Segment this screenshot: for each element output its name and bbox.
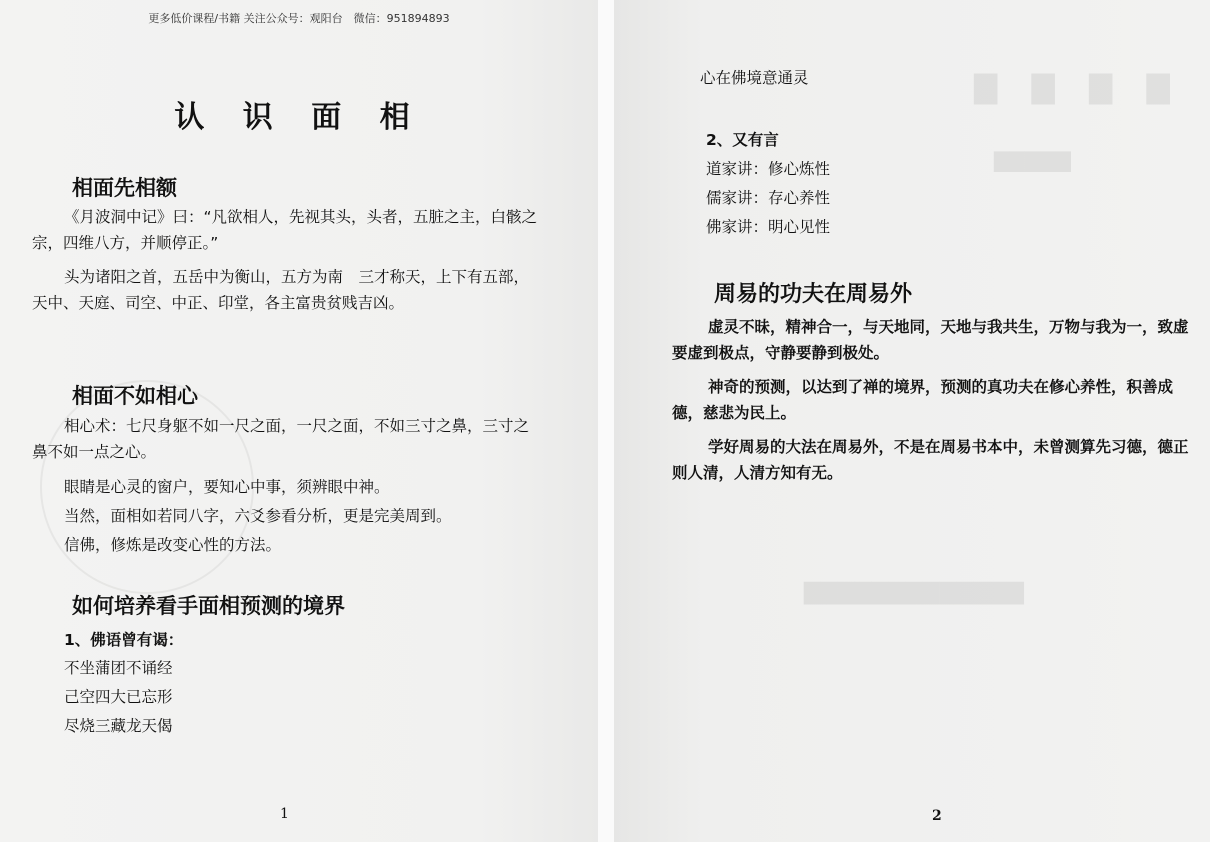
section-heading: 周易的功夫在周易外: [714, 282, 913, 307]
paragraph: 眼睛是心灵的窗户，要知心中事，须辨眼中神。: [64, 478, 390, 496]
show-through-mark: ▇▇▇▇▇▇▇▇▇▇▇▇▇: [804, 580, 1024, 605]
page-number: 1: [280, 806, 289, 822]
page-title: 认 识 面 相: [174, 100, 424, 135]
paragraph: 相心术：七尺身躯不如一尺之面，一尺之面，不如三寸之鼻，三寸之鼻不如一点之心。: [32, 417, 530, 461]
section-heading: 如何培养看手面相预测的境界: [72, 594, 345, 618]
page-number: 2: [932, 808, 942, 824]
subheading: 1、佛语曾有谒：: [64, 631, 184, 649]
left-page: [0, 0, 598, 842]
verse-line: 儒家讲：存心养性: [706, 189, 831, 207]
verse-line: 己空四大已忘形: [64, 688, 173, 706]
paragraph: 当然，面相如若同八字，六爻参看分析，更是完美周到。: [64, 507, 452, 525]
show-through-mark: ▇ ▇ ▇ ▇: [974, 70, 1182, 105]
right-page: [614, 0, 1210, 842]
paragraph: 头为诸阳之首，五岳中为衡山，五方为南 三才称天，上下有五部，天中、天庭、司空、中正、印堂，各主富贵贫贱吉凶。: [32, 268, 530, 312]
paragraph: 神奇的预测，以达到了禅的境界，预测的真功夫在修心养性，积善成德，慈悲为民上。: [672, 378, 1174, 422]
paragraph: 虚灵不昧，精神合一，与天地同，天地与我共生，万物与我为一，致虚要虚到极点，守静要静到极处。: [672, 318, 1189, 362]
section-heading: 相面不如相心: [72, 384, 198, 408]
section-heading: 相面先相额: [72, 176, 177, 200]
verse-line: 尽烧三藏龙天偈: [64, 717, 173, 735]
verse-line: 佛家讲：明心见性: [706, 218, 831, 236]
paragraph: 学好周易的大法在周易外，不是在周易书本中，未曾测算先习德，德正则人清，人清方知有无。: [672, 438, 1189, 482]
subheading: 2、又有言: [706, 131, 779, 149]
paragraph: 《月波洞中记》曰：“凡欲相人，先视其头，头者，五脏之主，白骸之宗，四维八方，并顺停正。”: [32, 208, 538, 252]
verse-line: 心在佛境意通灵: [700, 69, 809, 87]
paragraph: 信佛，修炼是改变心性的方法。: [64, 536, 282, 554]
show-through-mark: ▇▇▇▇▇: [994, 148, 1071, 172]
verse-line: 不坐蒲团不诵经: [64, 659, 173, 677]
top-banner: 更多低价课程/书籍 关注公众号：观阳台 微信：951894893: [148, 12, 450, 25]
verse-line: 道家讲：修心炼性: [706, 160, 831, 178]
page-gutter: [598, 0, 614, 842]
